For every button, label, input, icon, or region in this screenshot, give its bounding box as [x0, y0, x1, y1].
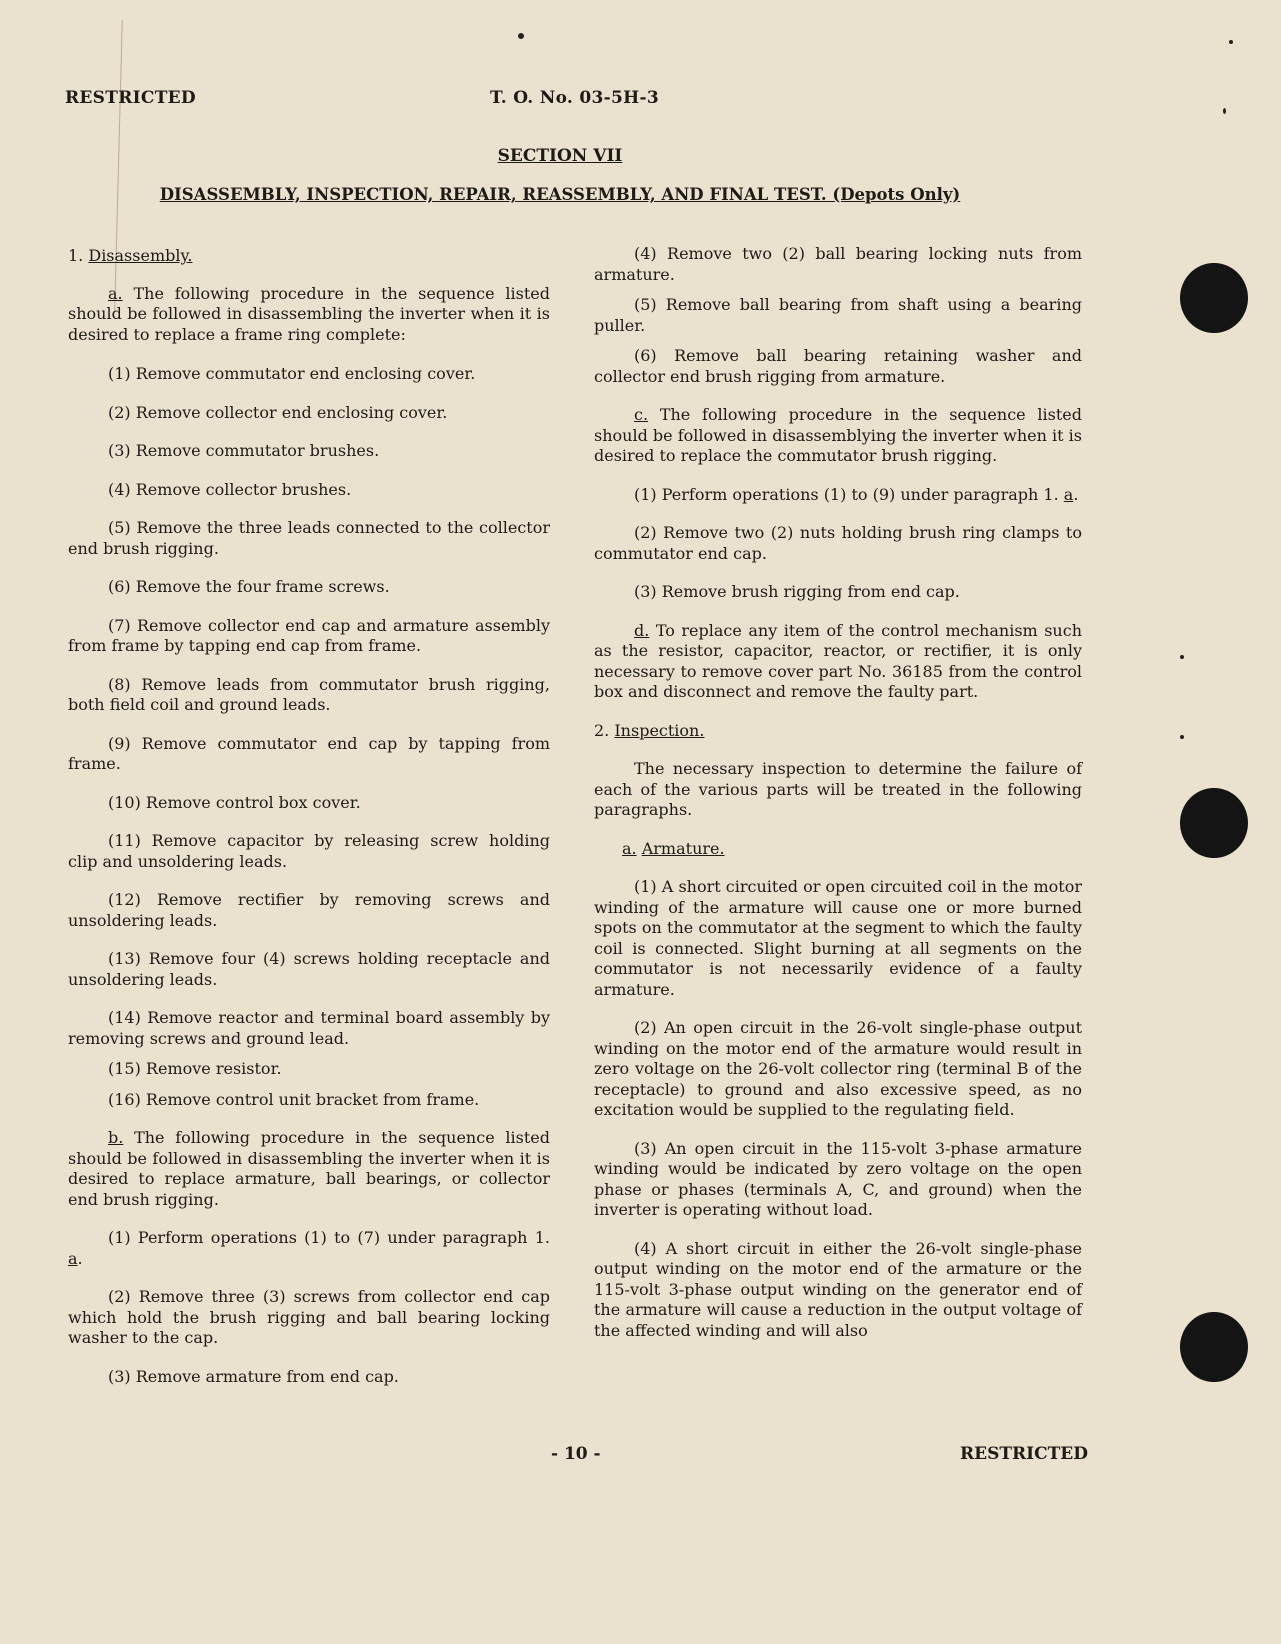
paragraph-letter: c.: [634, 405, 649, 424]
list-item: (3) Remove brush rigging from end cap.: [634, 582, 960, 601]
list-item: (5) Remove the three leads connected to the collector end brush rigging.: [68, 518, 550, 558]
section-title: SECTION VII: [497, 146, 623, 166]
speck: [518, 33, 524, 39]
list-item: (1) Perform operations (1) to (7) under paragraph 1. a.: [68, 1228, 550, 1268]
left-column: [68, 246, 550, 1387]
binder-hole: [1180, 788, 1248, 858]
list-item: (5) Remove ball bearing from shaft using a bearing puller.: [594, 295, 1082, 335]
footer-classification: RESTRICTED: [960, 1444, 1088, 1464]
paragraph-inspection: The necessary inspection to determine the failure of each of the various parts will be treated in the following paragraphs.: [594, 759, 1082, 819]
list-item: (3) Remove commutator brushes.: [108, 441, 380, 460]
paragraph-d: d. To replace any item of the control mechanism such as the resistor, capacitor, reactor, or rectifier, it is only necessary to remove cover part No. 36185 from the control box and disconnect and remove the faulty part.: [594, 620, 1082, 701]
binder-hole: [1180, 1312, 1248, 1382]
list-item: (6) Remove the four frame screws.: [108, 577, 390, 596]
list-item: (6) Remove ball bearing retaining washer and collector end brush rigging from armature.: [594, 346, 1082, 386]
list-item: (1) Perform operations (1) to (9) under paragraph 1. a.: [634, 484, 1079, 504]
list-item: (2) Remove three (3) screws from collector end cap which hold the brush rigging and ball bearing locking washer to the cap.: [68, 1287, 550, 1347]
section-subtitle: DISASSEMBLY, INSPECTION, REPAIR, REASSEMBLY, AND FINAL TEST. (Depots Only): [159, 185, 961, 204]
page-number: - 10 -: [551, 1444, 601, 1464]
heading-disassembly: [68, 246, 550, 267]
list-item: (2) An open circuit in the 26-volt single-phase output winding on the motor end of the armature would result in zero voltage on the 26-volt collector ring (terminal B of the receptacle) to ground and also excessive speed, as no excitation would be supplied to the regulating field.: [594, 1018, 1082, 1119]
speck: [1180, 735, 1184, 739]
speck: [1180, 655, 1184, 659]
list-item: (2) Remove two (2) nuts holding brush ring clamps to commutator end cap.: [594, 523, 1082, 563]
list-item: (3) Remove armature from end cap.: [108, 1366, 399, 1386]
list-item: (14) Remove reactor and terminal board assembly by removing screws and ground lead.: [68, 1008, 550, 1048]
list-item: (13) Remove four (4) screws holding receptacle and unsoldering leads.: [68, 949, 550, 989]
speck: [1229, 40, 1233, 44]
binder-hole: [1180, 263, 1248, 333]
list-item: (1) Remove commutator end enclosing cover.: [108, 364, 476, 383]
subheading-title: Armature.: [641, 838, 725, 858]
header-classification: RESTRICTED: [65, 88, 196, 108]
right-column: [594, 244, 1082, 1341]
paragraph-a: a. The following procedure in the sequence listed should be followed in disassembling the inverter when it is desired to replace a frame ring complete:: [68, 283, 550, 344]
subheading-letter: a.: [622, 838, 637, 858]
list-item: (10) Remove control box cover.: [108, 792, 361, 812]
list-item: (2) Remove collector end enclosing cover.: [108, 402, 448, 422]
speck: [1223, 108, 1226, 114]
list-item: (3) An open circuit in the 115-volt 3-phase armature winding would be indicated by zero voltage on the open phase or phases (terminals A, C, and ground) when the inverter is operating without load.: [594, 1138, 1082, 1219]
list-item: (9) Remove commutator end cap by tapping from frame.: [68, 733, 550, 773]
heading-title: Disassembly.: [88, 246, 193, 265]
list-item: (8) Remove leads from commutator brush rigging, both field coil and ground leads.: [68, 674, 550, 714]
heading-number: 1.: [68, 246, 84, 265]
paragraph-b: b. The following procedure in the sequence listed should be followed in disassembling the inverter when it is desired to replace armature, ball bearings, or collector end brush rigging.: [68, 1128, 550, 1209]
list-item: (1) A short circuited or open circuited coil in the motor winding of the armature will cause one or more burned spots on the commutator at the segment to which the faulty coil is connected. Slight burning at all segments on the commutator is not necessarily evidence of a faulty armature.: [594, 877, 1082, 999]
paragraph-letter: d.: [634, 620, 650, 640]
list-item: (11) Remove capacitor by releasing screw holding clip and unsoldering leads.: [68, 831, 550, 871]
list-item: (15) Remove resistor.: [108, 1059, 282, 1078]
paragraph-letter: b.: [108, 1128, 124, 1147]
paragraph-c: c. The following procedure in the sequence listed should be followed in disassemblying the inverter when it is desired to replace the commutator brush rigging.: [594, 405, 1082, 465]
heading-title: Inspection.: [614, 720, 705, 740]
list-item: (7) Remove collector end cap and armature assembly from frame by tapping end cap from frame.: [68, 615, 550, 655]
list-item: (16) Remove control unit bracket from frame.: [108, 1089, 480, 1109]
list-item: (4) Remove two (2) ball bearing locking nuts from armature.: [594, 244, 1082, 284]
subheading-armature: [622, 839, 1082, 860]
list-item: (4) A short circuit in either the 26-volt single-phase output winding on the motor end of the armature or the 115-volt 3-phase output winding on the generator end of the armature will cause a reduction in the output voltage of the affected winding and will also: [594, 1238, 1082, 1340]
heading-inspection: [594, 721, 1082, 742]
list-item: (4) Remove collector brushes.: [108, 479, 352, 499]
heading-number: 2.: [594, 720, 610, 740]
paragraph-letter: a.: [108, 283, 123, 303]
header-document-number: T. O. No. 03-5H-3: [490, 88, 659, 108]
list-item: (12) Remove rectifier by removing screws and unsoldering leads.: [68, 890, 550, 930]
